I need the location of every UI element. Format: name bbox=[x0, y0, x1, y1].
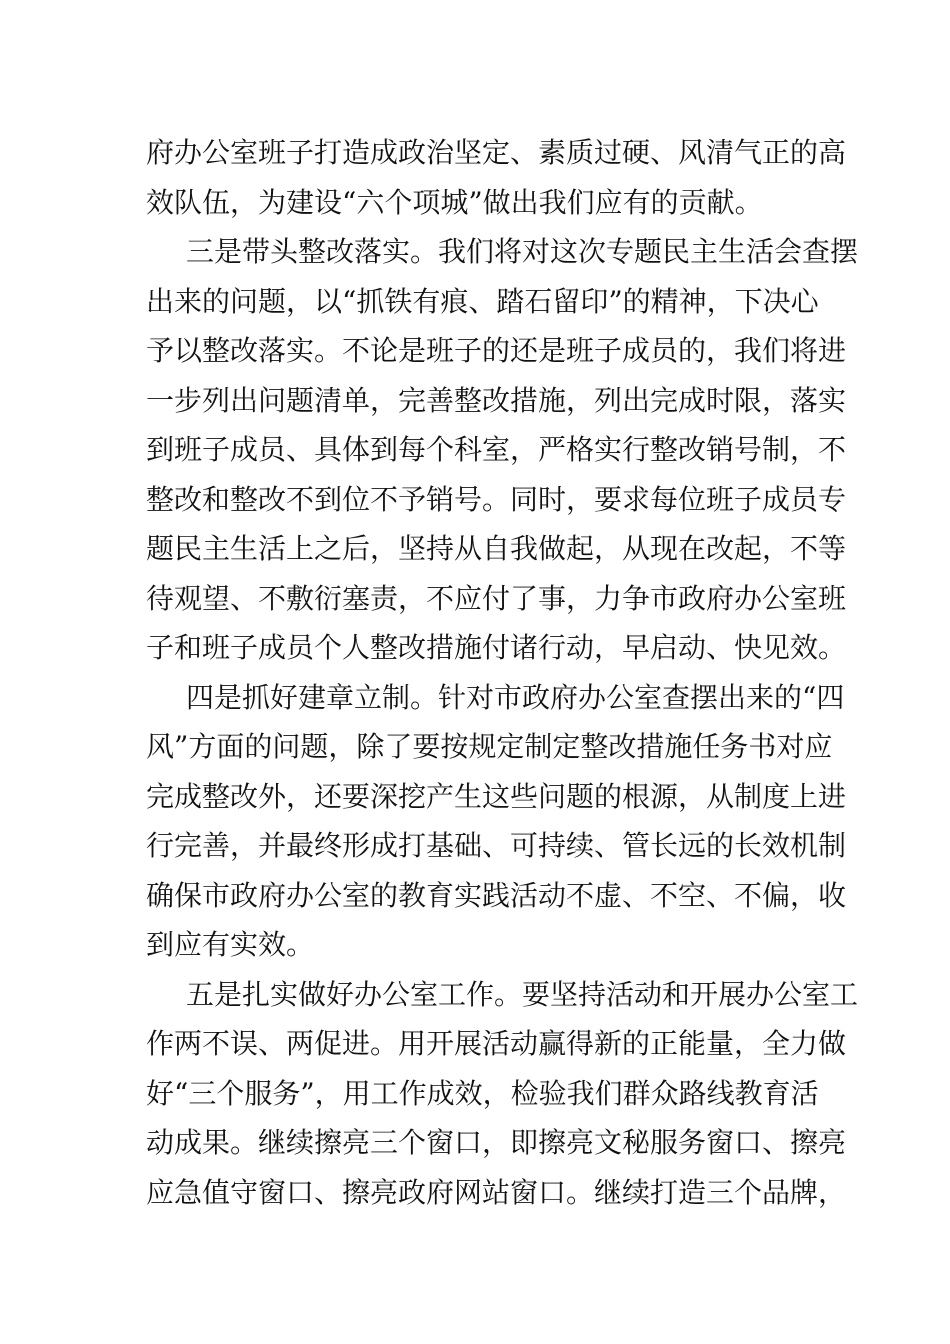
text-line: 行完善，并最终形成打基础、可持续、管长远的长效机制 bbox=[146, 829, 847, 862]
text-line: 作两不误、两促进。用开展活动赢得新的正能量，全力做 bbox=[146, 1027, 847, 1060]
text-line: 完成整改外，还要深挖产生这些问题的根源，从制度上进 bbox=[146, 779, 847, 813]
text-line: 风”方面的问题，除了要按规定制定整改措施任务书对应 bbox=[146, 730, 833, 763]
text-line: 四是抓好建章立制。针对市政府办公室查摆出来的“四 bbox=[186, 680, 845, 714]
text-line: 子和班子成员个人整改措施付诸行动，早启动、快见效。 bbox=[146, 631, 847, 664]
text-line: 效队伍，为建设“六个项城”做出我们应有的贡献。 bbox=[146, 185, 763, 219]
text-line: 府办公室班子打造成政治坚定、素质过硬、风清气正的高 bbox=[146, 136, 847, 169]
text-line: 出来的问题，以“抓铁有痕、踏石留印”的精神，下决心 bbox=[146, 284, 819, 318]
text-line: 三是带头整改落实。我们将对这次专题民主生活会查摆 bbox=[186, 235, 859, 268]
text-line: 整改和整改不到位不予销号。同时，要求每位班子成员专 bbox=[146, 482, 847, 516]
text-line: 好“三个服务”，用工作成效，检验我们群众路线教育活 bbox=[146, 1076, 819, 1110]
text-line: 一步列出问题清单，完善整改措施，列出完成时限，落实 bbox=[146, 383, 847, 417]
text-line: 题民主生活上之后，坚持从自我做起，从现在改起，不等 bbox=[146, 532, 847, 565]
text-line: 应急值守窗口、擦亮政府网站窗口。继续打造三个品牌， bbox=[146, 1175, 847, 1209]
body-text bbox=[146, 128, 859, 1217]
text-line: 五是扎实做好办公室工作。要坚持活动和开展办公室工 bbox=[186, 977, 859, 1011]
text-line: 到应有实效。 bbox=[146, 928, 315, 961]
text-line: 待观望、不敷衍塞责，不应付了事，力争市政府办公室班 bbox=[146, 581, 847, 615]
text-line: 动成果。继续擦亮三个窗口，即擦亮文秘服务窗口、擦亮 bbox=[146, 1126, 847, 1159]
text-line: 到班子成员、具体到每个科室，严格实行整改销号制，不 bbox=[146, 433, 847, 466]
text-line: 确保市政府办公室的教育实践活动不虚、不空、不偏，收 bbox=[146, 878, 847, 912]
text-line: 予以整改落实。不论是班子的还是班子成员的，我们将进 bbox=[146, 334, 847, 367]
